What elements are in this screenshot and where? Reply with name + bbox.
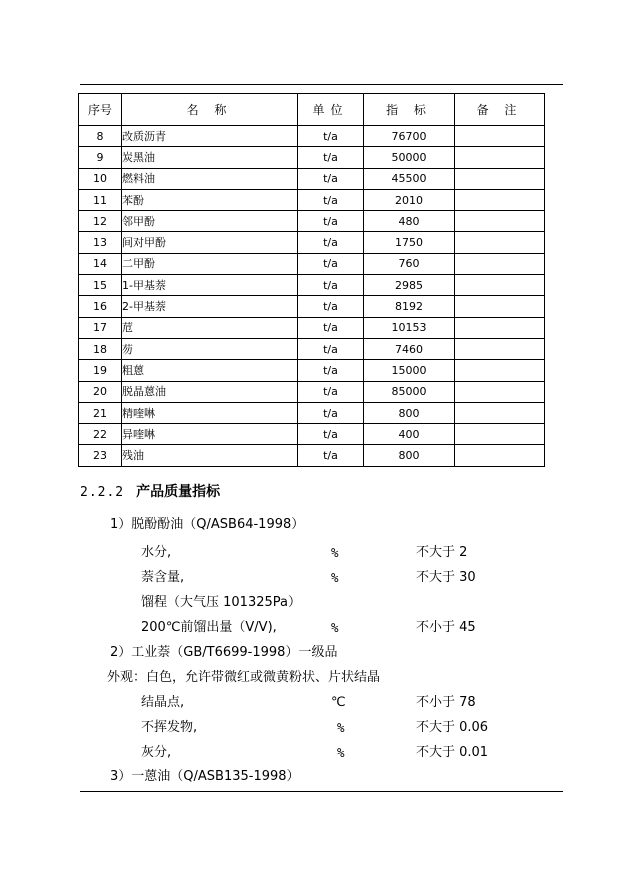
header-value: 指 标 [364, 94, 455, 126]
row-no: 14 [79, 253, 122, 274]
row-no: 11 [79, 189, 122, 210]
spec-moisture-unit: % [331, 545, 339, 560]
spec-distill200-unit: % [331, 620, 339, 635]
row-remark [455, 338, 545, 359]
product-table [78, 93, 545, 467]
row-name: 苊 [122, 317, 298, 338]
header-remark: 备 注 [455, 94, 545, 126]
row-no: 16 [79, 296, 122, 317]
section-number: 2.2.2 [80, 485, 125, 500]
row-remark [455, 232, 545, 253]
row-unit: t/a [298, 360, 364, 381]
spec-moisture-value: 不大于 2 [416, 545, 468, 560]
spec-ash-unit: % [337, 745, 345, 760]
spec-item1-title: 1）脱酚酚油（Q/ASB64-1998） [110, 517, 305, 532]
spec-item3-title: 3）一蒽油（Q/ASB135-1998） [110, 769, 300, 784]
row-remark [455, 445, 545, 466]
row-no: 22 [79, 424, 122, 445]
row-no: 15 [79, 275, 122, 296]
row-remark [455, 360, 545, 381]
table-row [79, 275, 545, 296]
row-value: 480 [364, 211, 455, 232]
table-row [79, 211, 545, 232]
row-unit: t/a [298, 211, 364, 232]
spec-moisture-label: 水分, [141, 545, 172, 560]
table-row [79, 296, 545, 317]
header-unit: 单位 [298, 94, 364, 126]
row-value: 800 [364, 402, 455, 423]
row-no: 18 [79, 338, 122, 359]
row-unit: t/a [298, 424, 364, 445]
spec-naphthalene-value: 不大于 30 [416, 570, 476, 585]
row-remark [455, 189, 545, 210]
row-unit: t/a [298, 275, 364, 296]
row-unit: t/a [298, 317, 364, 338]
row-remark [455, 402, 545, 423]
header-rule [80, 84, 563, 85]
spec-distill200-label: 200℃前馏出量（V/V), [141, 620, 277, 635]
row-no: 19 [79, 360, 122, 381]
table-row [79, 424, 545, 445]
row-name: 1-甲基萘 [122, 275, 298, 296]
table-row [79, 189, 545, 210]
row-value: 800 [364, 445, 455, 466]
row-no: 13 [79, 232, 122, 253]
row-no: 8 [79, 126, 122, 147]
row-name: 2-甲基萘 [122, 296, 298, 317]
row-remark [455, 317, 545, 338]
spec-naphthalene-label: 萘含量, [141, 570, 185, 585]
row-unit: t/a [298, 402, 364, 423]
row-value: 45500 [364, 168, 455, 189]
row-name: 改质沥青 [122, 126, 298, 147]
spec-crystal-value: 不小于 78 [416, 695, 476, 710]
row-name: 间对甲酚 [122, 232, 298, 253]
spec-crystal-unit: ℃ [331, 695, 346, 710]
row-no: 10 [79, 168, 122, 189]
row-unit: t/a [298, 381, 364, 402]
spec-item2-title: 2）工业萘（GB/T6699-1998）一级品 [110, 645, 338, 660]
row-value: 10153 [364, 317, 455, 338]
row-name: 芴 [122, 338, 298, 359]
header-name: 名 称 [122, 94, 298, 126]
row-unit: t/a [298, 253, 364, 274]
row-no: 20 [79, 381, 122, 402]
row-value: 400 [364, 424, 455, 445]
row-unit: t/a [298, 296, 364, 317]
row-name: 二甲酚 [122, 253, 298, 274]
row-value: 85000 [364, 381, 455, 402]
table-row [79, 317, 545, 338]
spec-appearance: 外观：白色，允许带微红或微黄粉状、片状结晶 [107, 670, 381, 685]
section-title: 产品质量指标 [136, 484, 221, 500]
row-value: 76700 [364, 126, 455, 147]
row-value: 15000 [364, 360, 455, 381]
row-unit: t/a [298, 189, 364, 210]
row-remark [455, 296, 545, 317]
footer-rule [80, 791, 563, 792]
spec-nonvolatile-label: 不挥发物, [141, 720, 198, 735]
table-row [79, 402, 545, 423]
row-name: 残油 [122, 445, 298, 466]
row-value: 760 [364, 253, 455, 274]
row-remark [455, 381, 545, 402]
row-name: 脱晶蒽油 [122, 381, 298, 402]
row-value: 7460 [364, 338, 455, 359]
row-remark [455, 211, 545, 232]
row-unit: t/a [298, 232, 364, 253]
row-no: 21 [79, 402, 122, 423]
row-name: 粗蒽 [122, 360, 298, 381]
row-name: 精喹啉 [122, 402, 298, 423]
spec-nonvolatile-value: 不大于 0.06 [416, 720, 489, 735]
row-no: 17 [79, 317, 122, 338]
row-name: 苯酚 [122, 189, 298, 210]
row-remark [455, 147, 545, 168]
section-heading [80, 481, 220, 501]
row-unit: t/a [298, 147, 364, 168]
spec-nonvolatile-unit: % [337, 720, 345, 735]
row-remark [455, 424, 545, 445]
table-row [79, 381, 545, 402]
row-unit: t/a [298, 126, 364, 147]
table-row [79, 126, 545, 147]
row-unit: t/a [298, 168, 364, 189]
row-value: 2985 [364, 275, 455, 296]
row-no: 23 [79, 445, 122, 466]
row-name: 燃料油 [122, 168, 298, 189]
row-name: 炭黑油 [122, 147, 298, 168]
spec-crystal-label: 结晶点, [141, 695, 185, 710]
table-row [79, 253, 545, 274]
table-header-row [79, 94, 545, 126]
spec-distill200-value: 不小于 45 [416, 620, 476, 635]
spec-ash-label: 灰分, [141, 745, 172, 760]
row-value: 2010 [364, 189, 455, 210]
row-value: 8192 [364, 296, 455, 317]
spec-naphthalene-unit: % [331, 570, 339, 585]
row-remark [455, 168, 545, 189]
row-name: 异喹啉 [122, 424, 298, 445]
row-unit: t/a [298, 445, 364, 466]
row-no: 12 [79, 211, 122, 232]
row-remark [455, 275, 545, 296]
row-remark [455, 253, 545, 274]
row-remark [455, 126, 545, 147]
table-row [79, 168, 545, 189]
table-row [79, 232, 545, 253]
row-name: 邻甲酚 [122, 211, 298, 232]
table-row [79, 445, 545, 466]
table-row [79, 360, 545, 381]
row-unit: t/a [298, 338, 364, 359]
spec-ash-value: 不大于 0.01 [416, 745, 489, 760]
row-no: 9 [79, 147, 122, 168]
row-value: 1750 [364, 232, 455, 253]
table-row [79, 147, 545, 168]
row-value: 50000 [364, 147, 455, 168]
table-row [79, 338, 545, 359]
spec-distill-label: 馏程（大气压 101325Pa） [141, 595, 301, 610]
header-no: 序号 [79, 94, 122, 126]
